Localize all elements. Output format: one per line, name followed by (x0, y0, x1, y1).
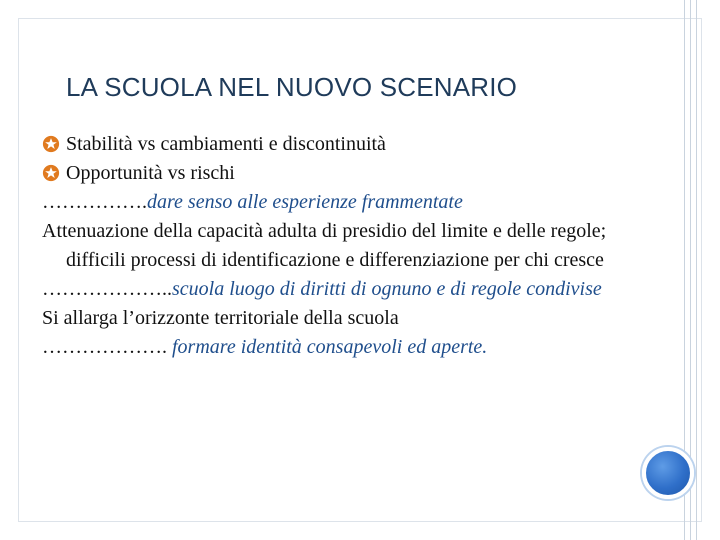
emphasis-text: scuola luogo di diritti di ognuno e di regole condivise (172, 278, 602, 300)
decorative-circle (642, 447, 694, 499)
paragraph: Attenuazione della capacità adulta di presidio del limite e delle regole; difficili processi di identificazione e differenziazione per chi cresce (42, 220, 607, 271)
text-line (42, 275, 622, 304)
dots-leader: ……………. (42, 191, 147, 213)
emphasis-text: dare senso alle esperienze frammentate (147, 191, 463, 213)
decorative-rail (696, 0, 697, 540)
bullet-item (42, 130, 622, 159)
slide-title: LA SCUOLA NEL NUOVO SCENARIO (66, 72, 518, 102)
dots-leader: ……………….. (42, 278, 172, 300)
paragraph: Si allarga l’orizzonte territoriale della scuola (42, 307, 399, 329)
dots-leader: ………………. (42, 336, 172, 358)
emphasis-text: formare identità consapevoli ed aperte. (172, 336, 488, 358)
text-line (42, 188, 622, 217)
text-line (42, 333, 622, 362)
star-bullet-icon (42, 135, 60, 153)
slide-content (42, 130, 622, 362)
bullet-text: Stabilità vs cambiamenti e discontinuità (66, 133, 386, 155)
bullet-text: Opportunità vs rischi (66, 162, 235, 184)
bullet-item (42, 159, 622, 188)
star-bullet-icon (42, 164, 60, 182)
